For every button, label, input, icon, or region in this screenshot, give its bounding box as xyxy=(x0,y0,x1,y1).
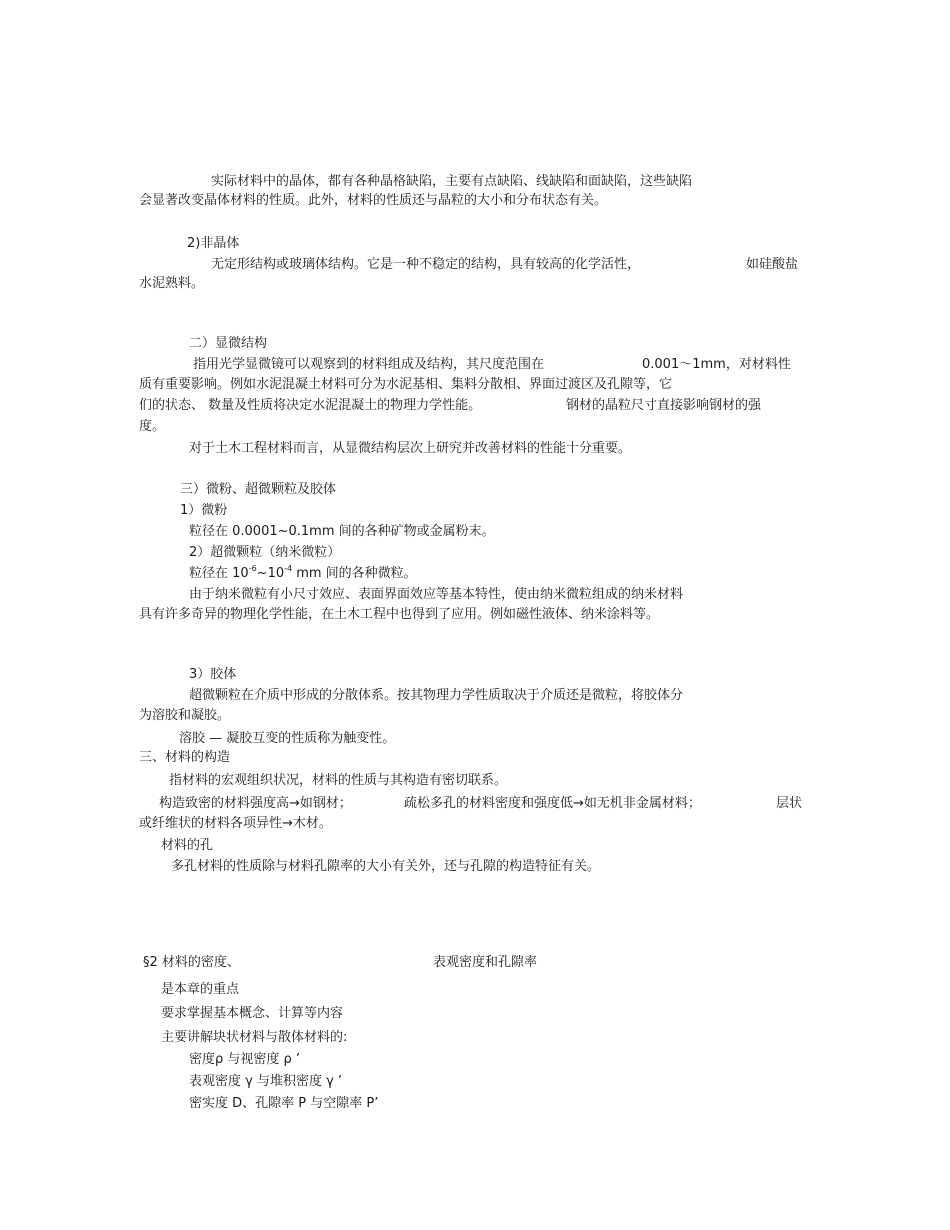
subheading: 二）显微结构 xyxy=(189,336,268,351)
section-title: §2 材料的密度、 xyxy=(143,955,240,970)
paragraph-line: 无定形结构或玻璃体结构。它是一种不稳定的结构，具有较高的化学活性， xyxy=(211,257,641,272)
paragraph-line: 如硅酸盐 xyxy=(746,257,799,272)
paragraph-line: 主要讲解块状材料与散体材料的: xyxy=(161,1030,348,1045)
exponent: -4 xyxy=(284,563,293,573)
paragraph-line: 质有重要影响。例如水泥混凝土材料可分为水泥基相、集料分散相、界面过渡区及孔隙等，它 xyxy=(139,377,673,392)
paragraph-line: 是本章的重点 xyxy=(161,982,240,997)
subheading: 3）胶体 xyxy=(189,667,237,682)
paragraph-line: 钢材的晶粒尺寸直接影响钢材的强 xyxy=(566,398,762,413)
paragraph-line: 或纤维状的材料各项异性→木材。 xyxy=(139,816,332,831)
paragraph-line: 层状 xyxy=(776,796,803,811)
paragraph-line: 指用光学显微镜可以观察到的材料组成及结构，其尺度范围在 xyxy=(193,357,545,372)
subheading: 2）超微颗粒（纳米微粒） xyxy=(189,545,341,560)
paragraph-line: 对于土木工程材料而言，从显微结构层次上研究并改善材料的性能十分重要。 xyxy=(189,441,632,456)
paragraph-line: 要求掌握基本概念、计算等内容 xyxy=(161,1006,344,1021)
paragraph-line: 溶胶 — 凝胶互变的性质称为触变性。 xyxy=(179,731,396,746)
exponent: -6 xyxy=(248,563,257,573)
paragraph-line: 0.001～1mm，对材料性 xyxy=(642,357,791,372)
paragraph-line xyxy=(189,563,417,582)
paragraph-line: 具有许多奇异的物理化学性能，在土木工程中也得到了应用。例如磁性液体、纳米涂料等。 xyxy=(139,607,660,622)
paragraph-line: 实际材料中的晶体，都有各种晶格缺陷，主要有点缺陷、线缺陷和面缺陷，这些缺陷 xyxy=(211,174,693,189)
section-heading: 三、材料的构造 xyxy=(139,750,231,765)
paragraph-line: 指材料的宏观组织状况，材料的性质与其构造有密切联系。 xyxy=(169,773,508,788)
paragraph-line: 度。 xyxy=(139,419,166,434)
text-fragment: ~10 xyxy=(256,566,285,581)
list-item: 密度ρ 与视密度 ρ ’ xyxy=(189,1052,301,1067)
paragraph-line: 粒径在 0.0001~0.1mm 间的各种矿物或金属粉末。 xyxy=(189,524,495,539)
text-fragment: mm 间的各种微粒。 xyxy=(292,566,417,581)
paragraph-line: 们的状态、 数量及性质将决定水泥混凝土的物理力学性能。 xyxy=(139,398,482,413)
list-item: 表观密度 γ 与堆积密度 γ ’ xyxy=(189,1074,343,1089)
subheading: 材料的孔 xyxy=(161,838,214,853)
paragraph-line: 水泥熟料。 xyxy=(139,276,205,291)
paragraph-line: 超微颗粒在介质中形成的分散体系。按其物理力学性质取决于介质还是微粒，将胶体分 xyxy=(189,688,684,703)
paragraph-line: 构造致密的材料强度高→如钢材； xyxy=(159,796,352,811)
subheading: 1）微粉 xyxy=(180,503,228,518)
list-item: 密实度 D、孔隙率 P 与空隙率 P’ xyxy=(189,1096,379,1111)
paragraph-line: 多孔材料的性质除与材料孔隙率的大小有关外，还与孔隙的构造特征有关。 xyxy=(171,859,601,874)
section-title: 表观密度和孔隙率 xyxy=(433,955,538,970)
subheading: 三）微粉、超微颗粒及胶体 xyxy=(180,482,337,497)
paragraph-line: 由于纳米微粒有小尺寸效应、表面界面效应等基本特性，使由纳米微粒组成的纳米材料 xyxy=(189,587,684,602)
text-fragment: 粒径在 10 xyxy=(189,566,249,581)
subheading: 2)非晶体 xyxy=(187,236,240,251)
paragraph-line: 疏松多孔的材料密度和强度低→如无机非金属材料； xyxy=(404,796,701,811)
paragraph-line: 为溶胶和凝胶。 xyxy=(139,708,231,723)
paragraph-line: 会显著改变晶体材料的性质。此外，材料的性质还与晶粒的大小和分布状态有关。 xyxy=(139,193,608,208)
